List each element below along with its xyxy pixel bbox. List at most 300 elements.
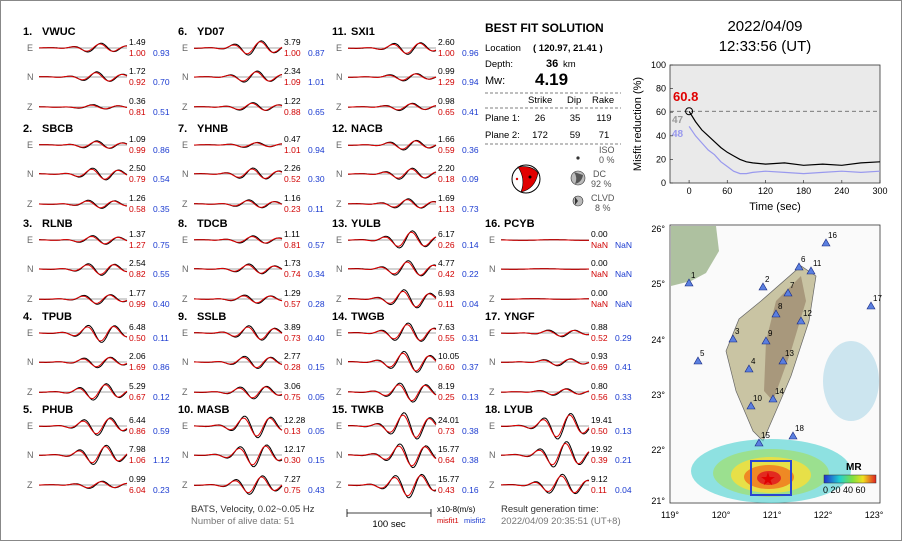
- misfit2-value: 0.22: [462, 269, 479, 279]
- amplitude-value: 7.27: [284, 474, 301, 484]
- map-station-label: 17: [873, 294, 882, 303]
- synthetic-trace: [348, 232, 436, 246]
- misfit2-value: 0.38: [462, 426, 479, 436]
- map-station-label: 2: [765, 275, 770, 284]
- x-tick-label: 0: [687, 186, 692, 196]
- component-label: E: [182, 140, 188, 150]
- beachball-icon: [512, 165, 540, 193]
- component-label: N: [489, 357, 496, 367]
- misfit1-value: 0.50: [129, 333, 146, 343]
- component-label: Z: [489, 294, 495, 304]
- amplitude-value: 7.63: [438, 322, 455, 332]
- synthetic-trace: [39, 265, 127, 275]
- lat-tick-label: 23°: [651, 390, 665, 400]
- amplitude-value: 0.99: [129, 474, 146, 484]
- dc-icon: [571, 171, 585, 185]
- plane1-rake: 119: [596, 113, 611, 124]
- component-label: N: [27, 72, 34, 82]
- misfit2-value: 0.94: [462, 77, 479, 87]
- misfit2-value: 0.31: [462, 333, 479, 343]
- x-tick-label: 240: [834, 186, 849, 196]
- misfit1-value: 0.60: [438, 362, 455, 372]
- component-label: E: [182, 43, 188, 53]
- dc-label: DC: [593, 169, 606, 179]
- misfit2-value: 0.35: [153, 204, 170, 214]
- lon-tick-label: 119°: [661, 510, 679, 520]
- misfit2-value: 0.36: [462, 145, 479, 155]
- plane1-dip: 35: [570, 113, 581, 124]
- component-label: Z: [336, 102, 342, 112]
- station-name: TWKB: [351, 404, 384, 416]
- station-panel-9: [178, 311, 325, 402]
- misfit2-value: 0.87: [308, 48, 325, 58]
- amplitude-value: 0.88: [591, 322, 608, 332]
- amplitude-value: 2.60: [438, 37, 455, 47]
- misfit2-value: 0.11: [308, 204, 324, 214]
- misfit2-value: 0.15: [308, 455, 325, 465]
- amplitude-value: 19.41: [591, 415, 613, 425]
- misfit1-value: 0.59: [438, 145, 455, 155]
- station-name: PCYB: [504, 218, 535, 230]
- misfit2-value: 0.94: [308, 145, 325, 155]
- amplitude-value: 10.05: [438, 351, 460, 361]
- component-label: N: [336, 357, 343, 367]
- station-name: VWUC: [42, 26, 76, 38]
- misfit1-value: 0.55: [438, 333, 455, 343]
- amplitude-value: 8.19: [438, 381, 455, 391]
- component-label: N: [336, 264, 343, 274]
- blue-misfit-value: 48: [672, 129, 684, 140]
- x-tick-label: 300: [872, 186, 887, 196]
- misfit2-value: 0.13: [615, 426, 632, 436]
- component-label: N: [336, 72, 343, 82]
- misfit2-value: 0.21: [615, 455, 632, 465]
- misfit2-value: 0.41: [615, 362, 632, 372]
- misfit2-value: 0.04: [462, 299, 479, 309]
- component-label: Z: [27, 199, 33, 209]
- misfit2-value: 0.13: [462, 392, 479, 402]
- component-label: N: [27, 169, 34, 179]
- station-panel-16: [485, 218, 632, 309]
- amplitude-value: 1.49: [129, 37, 146, 47]
- misfit2-value: 0.40: [153, 299, 170, 309]
- station-name: MASB: [197, 404, 229, 416]
- misfit2-value: 0.33: [615, 392, 632, 402]
- grey-misfit-value: 47: [672, 115, 684, 126]
- component-label: N: [182, 357, 189, 367]
- station-index: 14.: [332, 311, 347, 323]
- synthetic-trace: [194, 418, 282, 436]
- amplitude-value: 1.22: [284, 96, 301, 106]
- y-tick-label: 20: [656, 154, 666, 164]
- component-label: Z: [336, 480, 342, 490]
- misfit1-value: NaN: [591, 269, 608, 279]
- station-panel-13: [332, 218, 479, 309]
- misfit1-value: 0.81: [284, 240, 301, 250]
- component-label: E: [336, 328, 342, 338]
- map-station-label: 15: [761, 431, 770, 440]
- event-date: 2022/04/09: [727, 18, 802, 35]
- misfit1-value: 0.73: [284, 333, 301, 343]
- amplitude-value: 12.17: [284, 444, 306, 454]
- misfit-reduction-chart: [632, 60, 888, 213]
- map-station-label: 9: [768, 329, 773, 338]
- lon-tick-label: 121°: [763, 510, 782, 520]
- misfit2-value: NaN: [615, 299, 632, 309]
- component-label: E: [336, 235, 342, 245]
- y-tick-label: 80: [656, 84, 666, 94]
- amplitude-value: 1.11: [284, 229, 300, 239]
- misfit2-value: 0.65: [308, 107, 325, 117]
- mw-value: 4.19: [535, 70, 568, 89]
- misfit2-value: NaN: [615, 269, 632, 279]
- misfit2-value: 0.05: [308, 426, 325, 436]
- plane1-strike: 26: [535, 113, 546, 124]
- lon-tick-label: 123°: [865, 510, 884, 520]
- misfit2-value: 0.96: [462, 48, 479, 58]
- legend-colorbar: [824, 475, 876, 483]
- synthetic-trace: [39, 201, 127, 208]
- station-index: 16.: [485, 218, 500, 230]
- station-name: YNGF: [504, 311, 535, 323]
- observed-trace: [39, 418, 127, 436]
- amplitude-value: 2.34: [284, 66, 301, 76]
- mw-label: Mw:: [485, 75, 505, 87]
- lat-tick-label: 26°: [651, 224, 665, 234]
- station-name: LYUB: [504, 404, 533, 416]
- epicenter-star-icon: ★: [760, 469, 776, 489]
- misfit2-value: 1.01: [308, 77, 325, 87]
- amplitude-value: 2.50: [129, 163, 146, 173]
- component-label: E: [27, 421, 33, 431]
- map-station-label: 16: [828, 231, 837, 240]
- amplitude-value: 2.20: [438, 163, 455, 173]
- misfit2-value: 0.37: [462, 362, 479, 372]
- misfit1-value: 0.99: [129, 299, 146, 309]
- time-scale-label: 100 sec: [372, 519, 406, 530]
- amplitude-value: 1.37: [129, 229, 146, 239]
- misfit1-value: 0.67: [129, 392, 146, 402]
- misfit1-value: 0.82: [129, 269, 146, 279]
- misfit1-value: 0.11: [591, 485, 607, 495]
- station-name: SXI1: [351, 26, 375, 38]
- amplitude-value: 3.89: [284, 322, 301, 332]
- col-rake: Rake: [592, 95, 614, 106]
- depth-label: Depth:: [485, 59, 513, 70]
- station-panel-15: [332, 404, 479, 498]
- component-label: E: [182, 421, 188, 431]
- misfit1-value: 0.56: [591, 392, 608, 402]
- misfit1-value: 0.50: [591, 426, 608, 436]
- station-index: 18.: [485, 404, 500, 416]
- amplitude-value: 24.01: [438, 415, 460, 425]
- amplitude-value: 1.29: [284, 288, 301, 298]
- synthetic-trace: [348, 325, 436, 341]
- misfit1-value: 0.11: [438, 299, 454, 309]
- misfit1-value: 0.42: [438, 269, 455, 279]
- amplitude-value: 0.98: [438, 96, 455, 106]
- component-label: N: [336, 450, 343, 460]
- misfit1-value: 1.00: [129, 48, 146, 58]
- y-tick-label: 100: [651, 60, 666, 70]
- component-label: Z: [489, 387, 495, 397]
- station-panel-18: [485, 404, 632, 495]
- misfit2-value: 0.15: [308, 362, 325, 372]
- station-index: 8.: [178, 218, 187, 230]
- component-label: Z: [336, 199, 342, 209]
- station-name: TWGB: [351, 311, 385, 323]
- component-label: Z: [27, 294, 33, 304]
- clvd-value: 8 %: [595, 203, 611, 213]
- station-index: 10.: [178, 404, 193, 416]
- component-label: N: [27, 264, 34, 274]
- station-panel-2: [23, 123, 170, 214]
- amplitude-value: 1.72: [129, 66, 146, 76]
- station-index: 17.: [485, 311, 500, 323]
- lat-tick-label: 22°: [651, 445, 665, 455]
- plane2-strike: 172: [532, 130, 548, 141]
- misfit1-value: 0.39: [591, 455, 608, 465]
- misfit1-value: 1.27: [129, 240, 146, 250]
- component-label: E: [27, 43, 33, 53]
- misfit1-value: 0.69: [591, 362, 608, 372]
- component-label: N: [182, 450, 189, 460]
- misfit2-value: 0.40: [308, 333, 325, 343]
- misfit1-value: 1.00: [438, 48, 455, 58]
- misfit-xlabel: Time (sec): [749, 201, 801, 213]
- iso-icon: [576, 156, 579, 159]
- misfit2-value: 0.29: [615, 333, 632, 343]
- amplitude-value: 0.80: [591, 381, 608, 391]
- misfit2-value: 0.05: [308, 392, 325, 402]
- station-name: NACB: [351, 123, 383, 135]
- amplitude-value: 3.06: [284, 381, 301, 391]
- station-panel-12: [332, 123, 479, 214]
- station-index: 1.: [23, 26, 32, 38]
- map-station-label: 7: [790, 281, 795, 290]
- misfit2-value: 0.57: [308, 240, 325, 250]
- misfit1-value: 0.57: [284, 299, 301, 309]
- misfit1-value: 1.00: [284, 48, 301, 58]
- station-panel-10: [178, 404, 325, 495]
- plane2-rake: 71: [599, 130, 610, 141]
- component-label: Z: [182, 102, 188, 112]
- station-name: SBCB: [42, 123, 73, 135]
- amplitude-value: 19.92: [591, 444, 613, 454]
- lon-tick-label: 120°: [712, 510, 731, 520]
- map-station-label: 11: [813, 259, 822, 268]
- misfit1-value: NaN: [591, 240, 608, 250]
- misfit2-value: 0.70: [153, 77, 170, 87]
- observed-trace: [39, 325, 127, 342]
- amplitude-value: 6.17: [438, 229, 455, 239]
- amplitude-value: 6.44: [129, 415, 146, 425]
- station-name: YD07: [197, 26, 225, 38]
- component-label: Z: [182, 387, 188, 397]
- station-index: 15.: [332, 404, 347, 416]
- misfit1-value: 6.04: [129, 485, 146, 495]
- time-scale-bar: [347, 509, 431, 517]
- alive-count: Number of alive data: 51: [191, 516, 295, 527]
- station-map: [651, 224, 883, 520]
- misfit-ylabel: Misfit reduction (%): [632, 77, 644, 171]
- station-panel-1: [23, 26, 170, 117]
- misfit2-value: 0.11: [153, 333, 169, 343]
- misfit1-value: 1.13: [438, 204, 455, 214]
- misfit2-value: 0.28: [308, 299, 325, 309]
- location-label: Location: [485, 43, 521, 54]
- misfit2-value: 0.34: [308, 269, 325, 279]
- depth-unit: km: [563, 59, 576, 70]
- station-index: 6.: [178, 26, 187, 38]
- amplitude-value: 2.26: [284, 163, 301, 173]
- observed-trace: [348, 474, 436, 497]
- synthetic-trace: [39, 447, 127, 463]
- misfit1-value: 0.25: [438, 392, 455, 402]
- station-name: RLNB: [42, 218, 73, 230]
- component-label: Z: [27, 102, 33, 112]
- misfit2-value: 0.04: [615, 485, 632, 495]
- misfit-plot-area: [670, 65, 880, 183]
- observed-trace: [194, 416, 282, 437]
- component-label: Z: [336, 387, 342, 397]
- misfit2-value: 0.41: [462, 107, 479, 117]
- misfit2-value: 0.73: [462, 204, 479, 214]
- amplitude-value: 9.12: [591, 474, 608, 484]
- amplitude-value: 15.77: [438, 474, 460, 484]
- misfit1-value: 0.64: [438, 455, 455, 465]
- component-label: E: [182, 235, 188, 245]
- station-index: 13.: [332, 218, 347, 230]
- amplitude-value: 1.69: [438, 193, 455, 203]
- amplitude-value: 2.77: [284, 351, 301, 361]
- legend-title: MR: [846, 462, 862, 473]
- station-panel-4: [23, 311, 170, 402]
- component-label: Z: [336, 294, 342, 304]
- misfit1-value: 0.75: [284, 485, 301, 495]
- map-station-label: 10: [753, 394, 762, 403]
- plane2-dip: 59: [570, 130, 581, 141]
- misfit1-value: 1.09: [284, 77, 301, 87]
- station-panel-6: [178, 26, 325, 117]
- best-misfit-value: 60.8: [673, 89, 698, 104]
- station-name: YHNB: [197, 123, 228, 135]
- misfit1-value: 0.30: [284, 455, 301, 465]
- misfit1-value: 0.79: [129, 174, 146, 184]
- y-tick-label: 0: [661, 178, 666, 188]
- station-index: 7.: [178, 123, 187, 135]
- amplitude-value: 1.66: [438, 134, 455, 144]
- amplitude-value: 0.93: [591, 351, 608, 361]
- map-station-label: 13: [785, 349, 794, 358]
- component-label: E: [27, 328, 33, 338]
- misfit2-value: 0.86: [153, 362, 170, 372]
- misfit2-value: 0.93: [153, 48, 170, 58]
- component-label: E: [27, 235, 33, 245]
- misfit1-value: 0.52: [591, 333, 608, 343]
- misfit2-value: 0.43: [308, 485, 325, 495]
- amplitude-value: 7.98: [129, 444, 146, 454]
- amplitude-value: 2.06: [129, 351, 146, 361]
- amplitude-value: 0.00: [591, 258, 608, 268]
- component-label: N: [489, 450, 496, 460]
- misfit1-value: 0.81: [129, 107, 146, 117]
- component-label: N: [182, 72, 189, 82]
- map-station-label: 14: [775, 387, 784, 396]
- station-panel-3: [23, 218, 170, 309]
- component-label: Z: [27, 387, 33, 397]
- station-panel-17: [485, 311, 632, 402]
- misfit1-value: 1.69: [129, 362, 146, 372]
- map-station-label: 1: [691, 271, 696, 280]
- map-station-label: 4: [751, 357, 756, 366]
- amplitude-value: 0.00: [591, 288, 608, 298]
- station-name: TPUB: [42, 311, 72, 323]
- misfit2-value: 0.14: [462, 240, 479, 250]
- misfit2-label: misfit2: [464, 516, 486, 525]
- component-label: E: [27, 140, 33, 150]
- map-station-label: 3: [735, 327, 740, 336]
- component-label: N: [182, 264, 189, 274]
- amplitude-value: 1.16: [284, 193, 301, 203]
- station-name: SSLB: [197, 311, 226, 323]
- component-label: Z: [182, 480, 188, 490]
- lat-tick-label: 21°: [651, 496, 665, 506]
- plane2-label: Plane 2:: [485, 130, 520, 141]
- station-index: 2.: [23, 123, 32, 135]
- amplitude-value: 6.93: [438, 288, 455, 298]
- component-label: E: [336, 421, 342, 431]
- amplitude-value: 1.73: [284, 258, 301, 268]
- misfit1-value: 0.52: [284, 174, 301, 184]
- map-station-label: 8: [778, 302, 783, 311]
- misfit2-value: 0.75: [153, 240, 170, 250]
- component-label: Z: [182, 199, 188, 209]
- amplitude-value: 2.54: [129, 258, 146, 268]
- amplitude-value: 4.77: [438, 258, 455, 268]
- amplitude-value: 3.79: [284, 37, 301, 47]
- map-station-label: 18: [795, 424, 804, 433]
- amplitude-value: 15.77: [438, 444, 460, 454]
- misfit1-value: 0.58: [129, 204, 146, 214]
- report-canvas: [1, 1, 901, 540]
- clvd-label: CLVD: [591, 193, 615, 203]
- station-index: 11.: [332, 26, 347, 38]
- component-label: E: [182, 328, 188, 338]
- station-panel-14: [332, 311, 479, 402]
- amplitude-value: 1.26: [129, 193, 146, 203]
- component-label: N: [336, 169, 343, 179]
- event-time: 12:33:56 (UT): [719, 38, 812, 55]
- component-label: E: [336, 140, 342, 150]
- component-label: N: [27, 450, 34, 460]
- misfit1-value: 0.92: [129, 77, 146, 87]
- component-label: N: [182, 169, 189, 179]
- iso-value: 0 %: [599, 155, 615, 165]
- component-label: Z: [27, 480, 33, 490]
- component-label: N: [27, 357, 34, 367]
- station-name: PHUB: [42, 404, 73, 416]
- misfit1-value: 0.18: [438, 174, 455, 184]
- station-panel-8: [178, 218, 325, 309]
- x-tick-label: 120: [758, 186, 773, 196]
- amplitude-value: 0.99: [438, 66, 455, 76]
- amplitude-value: 6.48: [129, 322, 146, 332]
- station-index: 4.: [23, 311, 32, 323]
- misfit2-value: 0.54: [153, 174, 170, 184]
- misfit1-value: 0.75: [284, 392, 301, 402]
- misfit1-value: 0.28: [284, 362, 301, 372]
